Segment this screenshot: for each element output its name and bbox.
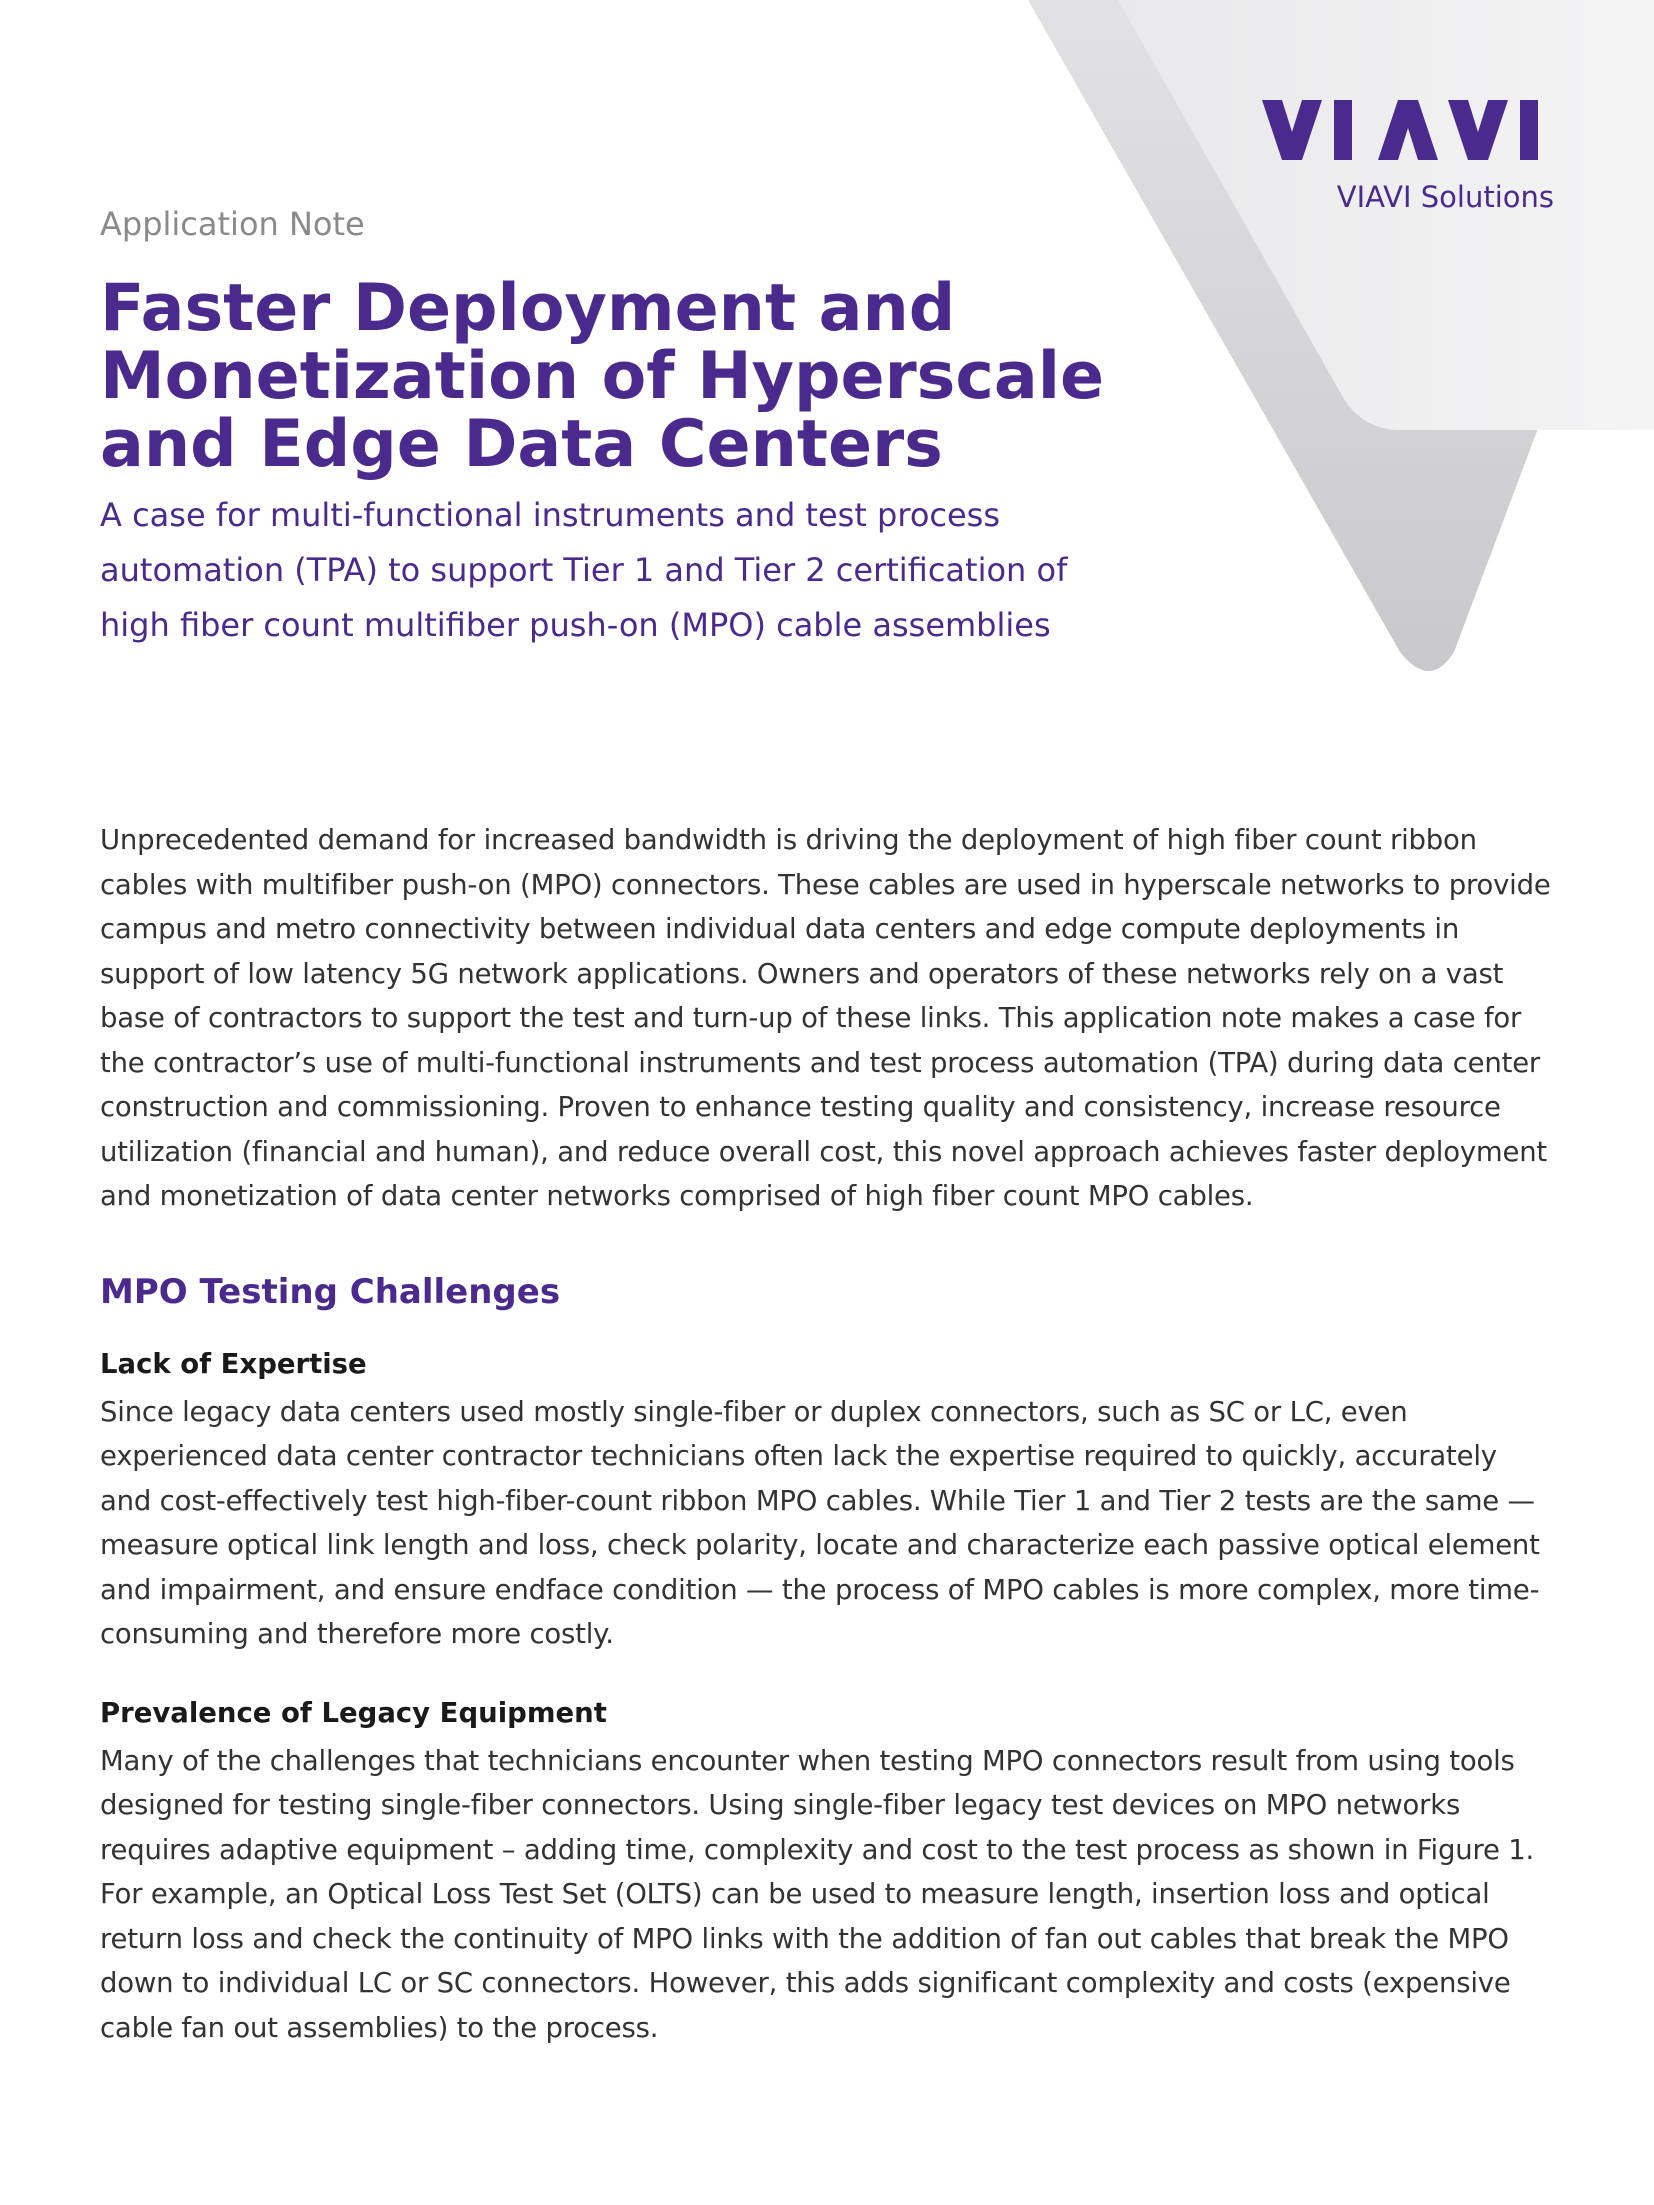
company-name: VIAVI Solutions [1336, 180, 1554, 214]
subsection-heading: Prevalence of Legacy Equipment [100, 1696, 607, 1729]
subtitle [100, 488, 1100, 653]
main-content [100, 818, 1554, 2050]
subsection-heading: Lack of Expertise [100, 1347, 367, 1380]
subtitle-line: automation (TPA) to support Tier 1 and Tier 2 certification of [100, 551, 1068, 589]
page-title [100, 271, 1200, 482]
intro-paragraph: Unprecedented demand for increased bandwidth is driving the deployment of high fiber count ribbon cables with multifiber push-on (MPO) connectors. These cables are used in hyperscale networks to provide campus and metro connectivity between individual data centers and edge compute deployments in support of low latency 5G network applications. Owners and operators of these networks rely on a vast base of contractors to support the test and turn-up of these links. This application note makes a case for the contractor’s use of multi-functional instruments and test process automation (TPA) during data center construction and commissioning. Proven to enhance testing quality and consistency, increase resource utilization (financial and human), and reduce overall cost, this novel approach achieves faster deployment and monetization of data center networks comprised of high fiber count MPO cables. [100, 824, 1551, 1212]
title-line: Faster Deployment and [100, 271, 956, 346]
document-type: Application Note [100, 205, 365, 243]
subsection-paragraph: Since legacy data centers used mostly single-fiber or duplex connectors, such as SC or LC, even experienced data center contractor technicians often lack the expertise required to quickly, accurately and cost-effectively test high-fiber-count ribbon MPO cables. While Tier 1 and Tier 2 tests are the same — measure optical link length and loss, check polarity, locate and characterize each passive optical element and impairment, and ensure endface condition — the process of MPO cables is more complex, more time-consuming and therefore more costly. [100, 1395, 1540, 1650]
subsection-paragraph: Many of the challenges that technicians encounter when testing MPO connectors result from using tools designed for testing single-fiber connectors. Using single-fiber legacy test devices on MPO networks requires adaptive equipment – adding time, complexity and cost to the test process as shown in Figure 1. For example, an Optical Loss Test Set (OLTS) can be used to measure length, insertion loss and optical return loss and check the continuity of MPO links with the addition of fan out cables that break the MPO down to individual LC or SC connectors. However, this adds significant complexity and costs (expensive cable fan out assemblies) to the process. [100, 1744, 1535, 2044]
title-line: Monetization of Hyperscale [100, 339, 1105, 414]
viavi-logo [1262, 100, 1554, 160]
title-line: and Edge Data Centers [100, 407, 943, 482]
section-heading: MPO Testing Challenges [100, 1271, 561, 1312]
subtitle-line: A case for multi-functional instruments and test process [100, 496, 1001, 534]
subtitle-line: high fiber count multifiber push-on (MPO) cable assemblies [100, 606, 1051, 644]
